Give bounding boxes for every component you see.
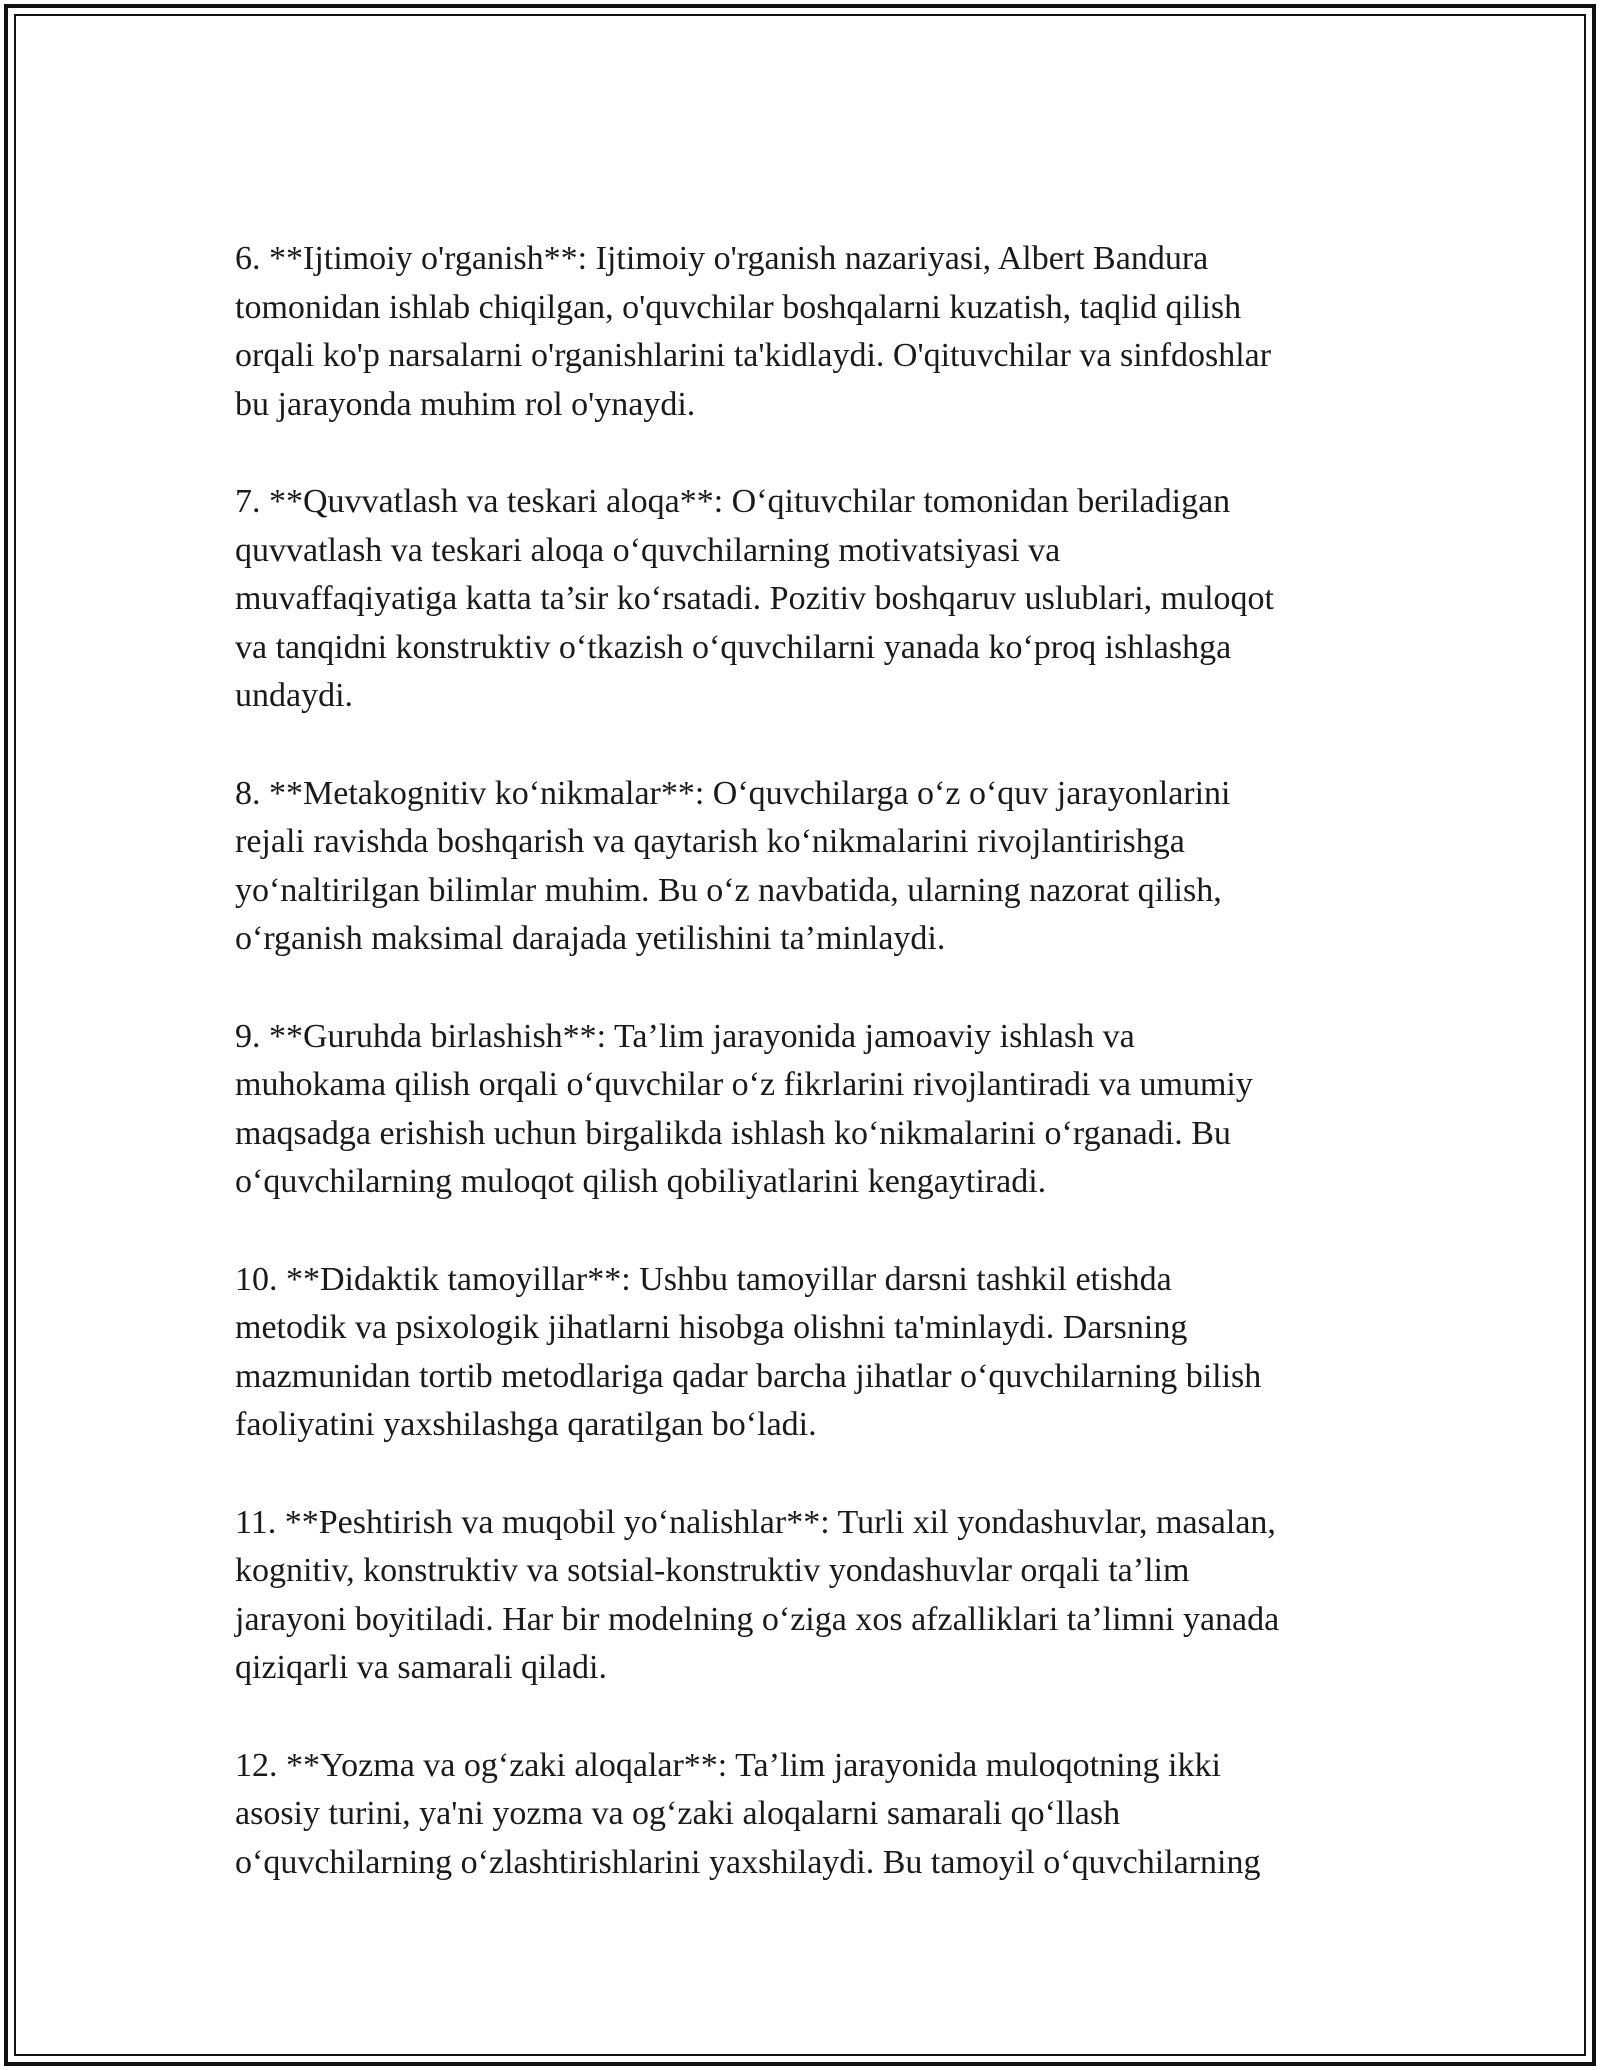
paragraph-8: 8. **Metakognitiv koʻnikmalar**: Oʻquvchilarga oʻz oʻquv jarayonlarini rejali ravishda boshqarish va qaytarish koʻnikmalarini rivojlantirishga yoʻnaltirilgan bilimlar muhim. Bu oʻz navbatida, ularning nazorat qilish, oʻrganish maksimal darajada yetilishini ta’minlaydi.: [235, 774, 1231, 957]
paragraph-11: 11. **Peshtirish va muqobil yoʻnalishlar**: Turli xil yondashuvlar, masalan, kognitiv, konstruktiv va sotsial-konstruktiv yondashuvlar orqali ta’lim jarayoni boyitiladi. Har bir modelning oʻziga xos afzalliklari ta’limni yanada qiziqarli va samarali qiladi.: [235, 1503, 1280, 1686]
paragraph-6: 6. **Ijtimoiy o'rganish**: Ijtimoiy o'rganish nazariyasi, Albert Bandura tomonidan ishlab chiqilgan, o'quvchilar boshqalarni kuzatish, taqlid qilish orqali ko'p narsalarni o'rganishlarini ta'kidlaydi. O'qituvchilar va sinfdoshlar bu jarayonda muhim rol o'ynaydi.: [235, 240, 1272, 423]
paragraph-12: 12. **Yozma va ogʻzaki aloqalar**: Ta’lim jarayonida muloqotning ikki asosiy turini, ya'ni yozma va ogʻzaki aloqalarni samarali qoʻllash oʻquvchilarning oʻzlashtirishlarini yaxshilaydi. Bu tamoyil oʻquvchilarning: [235, 1746, 1261, 1881]
paragraph-7: 7. **Quvvatlash va teskari aloqa**: Oʻqituvchilar tomonidan beriladigan quvvatlash va teskari aloqa oʻquvchilarning motivatsiyasi va muvaffaqiyatiga katta ta’sir koʻrsatadi. Pozitiv boshqaruv uslublari, muloqot va tanqidni konstruktiv oʻtkazish oʻquvchilarni yanada koʻproq ishlashga undaydi.: [235, 483, 1274, 714]
paragraph-9: 9. **Guruhda birlashish**: Ta’lim jarayonida jamoaviy ishlash va muhokama qilish orqali oʻquvchilar oʻz fikrlarini rivojlantiradi va umumiy maqsadga erishish uchun birgalikda ishlash koʻnikmalarini oʻrganadi. Bu oʻquvchilarning muloqot qilish qobiliyatlarini kengaytiradi.: [235, 1017, 1253, 1200]
document-body: [235, 235, 1385, 1936]
paragraph-10: 10. **Didaktik tamoyillar**: Ushbu tamoyillar darsni tashkil etishda metodik va psixologik jihatlarni hisobga olishni ta'minlaydi. Darsning mazmunidan tortib metodlariga qadar barcha jihatlar oʻquvchilarning bilish faoliyatini yaxshilashga qaratilgan boʻladi.: [235, 1260, 1262, 1443]
